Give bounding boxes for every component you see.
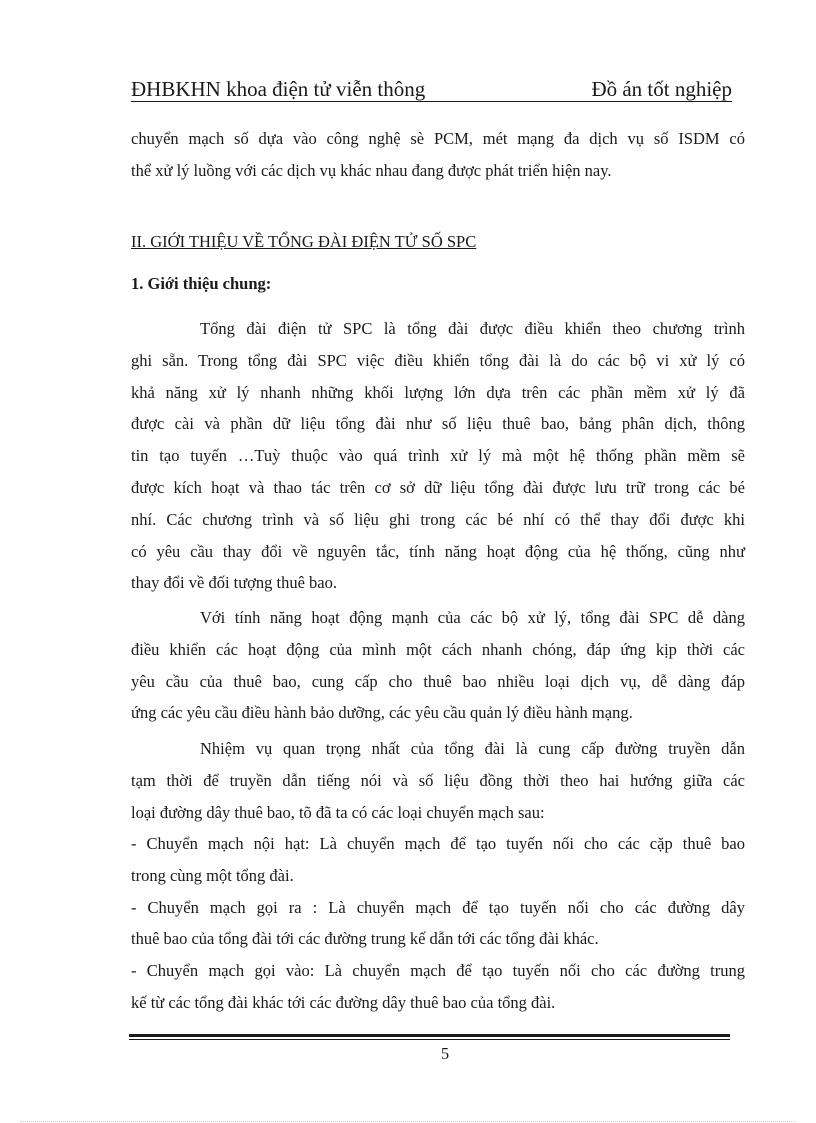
section-title <box>131 231 476 253</box>
page-header <box>131 76 732 104</box>
paragraph-3 <box>131 733 745 828</box>
footer-rule-thin <box>129 1039 730 1040</box>
bullet-line: kế từ các tổng đài khác tới các đường dây thuê bao của tổng đài. <box>131 992 556 1012</box>
text-line: điều khiển các hoạt động của mình một cách nhanh chóng, đáp ứng kịp thời các <box>131 639 745 659</box>
section-title-text: II. GIỚI THIỆU VỀ TỔNG ĐÀI ĐIỆN TỬ SỐ SPC <box>131 232 477 251</box>
footer-rule-thick <box>129 1034 730 1037</box>
text-line: nhí. Các chương trình và số liệu ghi trong các bé nhí có thể thay đổi được khi <box>131 509 745 529</box>
bullet-line: - Chuyển mạch gọi vào: Là chuyển mạch để tạo tuyến nối cho các đường trung <box>131 961 745 981</box>
text-line: thể xử lý luồng với các dịch vụ khác nhau đang được phát triển hiện nay. <box>131 160 612 180</box>
text-line: loại đường dây thuê bao, tõ đã ta có các loại chuyển mạch sau: <box>131 802 545 822</box>
text-line: thay đổi về đối tượng thuê bao. <box>131 573 338 593</box>
text-line: Với tính năng hoạt động mạnh của các bộ xử lý, tổng đài SPC dễ dàng <box>200 608 745 627</box>
bullet-list <box>131 828 745 1019</box>
text-line: yêu cầu của thuê bao, cung cấp cho thuê bao nhiều loại dịch vụ, dễ dàng đáp <box>131 671 745 691</box>
header-left-text: ĐHBKHN khoa điện tử viễn thông <box>131 77 426 101</box>
text-line: ứng các yêu cầu điều hành bảo dưỡng, các yêu cầu quản lý điều hành mạng. <box>131 703 633 723</box>
text-line: được kích hoạt và thao tác trên cơ sở dữ liệu tổng đài được lưu trữ trong các bé <box>131 477 745 497</box>
text-line: chuyển mạch số dựa vào công nghệ sè PCM, mét mạng đa dịch vụ số ISDM có <box>131 129 745 148</box>
text-line: được cài và phần dữ liệu tổng đài như số liệu thuê bao, bảng phân dịch, thông <box>131 414 745 434</box>
text-line: ghi sẵn. Trong tổng đài SPC việc điều khiển tổng đài là do các bộ vi xử lý có <box>131 350 745 370</box>
paragraph-2 <box>131 602 745 729</box>
page-number: 5 <box>440 1044 450 1063</box>
header-right-text: Đồ án tốt nghiệp <box>591 77 732 101</box>
bullet-line: - Chuyển mạch nội hạt: Là chuyển mạch để tạo tuyến nối cho các cặp thuê bao <box>131 834 745 853</box>
page-edge-divider <box>20 1121 796 1122</box>
text-line: Tổng đài điện tử SPC là tổng đài được điều khiển theo chương trình <box>200 319 745 338</box>
bullet-line: - Chuyển mạch gọi ra : Là chuyển mạch để tạo tuyến nối cho các đường dây <box>131 897 745 917</box>
subsection-title: 1. Giới thiệu chung: <box>131 274 272 293</box>
text-line: Nhiệm vụ quan trọng nhất của tổng đài là cung cấp đường truyền dẫn <box>200 739 745 758</box>
bullet-line: trong cùng một tổng đài. <box>131 865 294 885</box>
bullet-line: thuê bao của tổng đài tới các đường trung kế dẫn tới các tổng đài khác. <box>131 929 599 949</box>
text-line: có yêu cầu thay đổi về nguyên tắc, tính năng hoạt động của hệ thống, cũng như <box>131 541 745 561</box>
header-underline <box>131 101 732 102</box>
text-line: tạm thời để truyền dẫn tiếng nói và số liệu đồng thời theo hai hướng giữa các <box>131 770 745 790</box>
paragraph-1 <box>131 313 745 599</box>
text-line: tin tạo tuyến …Tuỳ thuộc vào quá trình xử lý mà một hệ thống phần mềm sẽ <box>131 446 745 466</box>
text-line: khả năng xử lý nhanh những khối lượng lớn dựa trên các phần mềm xử lý đã <box>131 382 745 402</box>
intro-paragraph <box>131 123 745 187</box>
